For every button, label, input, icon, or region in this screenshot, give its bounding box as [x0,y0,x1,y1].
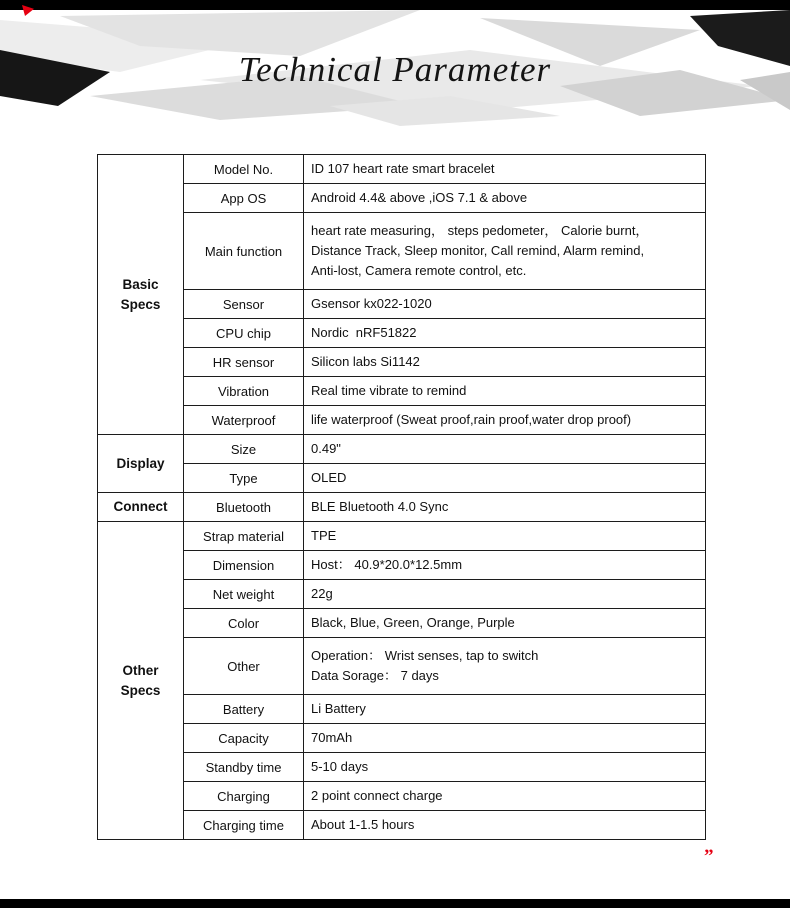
top-bar [0,0,790,10]
spec-label: Type [184,464,304,493]
spec-value: Android 4.4& above ,iOS 7.1 & above [304,184,706,213]
spec-label: Net weight [184,580,304,609]
spec-label: Standby time [184,753,304,782]
table-row [98,638,706,695]
spec-value: BLE Bluetooth 4.0 Sync [304,493,706,522]
red-quote-mark: ” [704,846,714,867]
table-row [98,811,706,840]
spec-table-body [98,155,706,840]
table-row [98,464,706,493]
table-row [98,435,706,464]
spec-value: Gsensor kx022-1020 [304,290,706,319]
table-row [98,580,706,609]
spec-value: Operation： Wrist senses, tap to switch Data Sorage： 7 days [304,638,706,695]
table-row [98,522,706,551]
spec-value: Black, Blue, Green, Orange, Purple [304,609,706,638]
table-row [98,782,706,811]
table-row [98,184,706,213]
spec-label: HR sensor [184,348,304,377]
spec-label: Size [184,435,304,464]
spec-value: 2 point connect charge [304,782,706,811]
table-row [98,609,706,638]
spec-value: 22g [304,580,706,609]
table-row [98,377,706,406]
spec-label: Sensor [184,290,304,319]
spec-label: Dimension [184,551,304,580]
spec-value: 5-10 days [304,753,706,782]
spec-label: Charging time [184,811,304,840]
spec-label: Vibration [184,377,304,406]
table-row [98,695,706,724]
spec-label: Waterproof [184,406,304,435]
spec-table [97,154,706,840]
section-name: Other Specs [98,522,184,840]
page-title: Technical Parameter [238,50,552,89]
spec-value: Real time vibrate to remind [304,377,706,406]
spec-label: CPU chip [184,319,304,348]
spec-value: Nordic nRF51822 [304,319,706,348]
spec-label: Other [184,638,304,695]
spec-label: App OS [184,184,304,213]
spec-label: Color [184,609,304,638]
spec-value: life waterproof (Sweat proof,rain proof,water drop proof) [304,406,706,435]
spec-label: Charging [184,782,304,811]
section-name: Connect [98,493,184,522]
table-row [98,290,706,319]
section-name: Basic Specs [98,155,184,435]
spec-value: TPE [304,522,706,551]
table-row [98,406,706,435]
table-row [98,493,706,522]
spec-label: Model No. [184,155,304,184]
table-row [98,319,706,348]
section-name: Display [98,435,184,493]
spec-value: Silicon labs Si1142 [304,348,706,377]
spec-value: ID 107 heart rate smart bracelet [304,155,706,184]
bottom-bar [0,899,790,908]
spec-label: Strap material [184,522,304,551]
spec-label: Battery [184,695,304,724]
spec-value: 0.49" [304,435,706,464]
table-row [98,551,706,580]
table-row [98,753,706,782]
spec-value: Li Battery [304,695,706,724]
banner [0,10,790,130]
table-row [98,348,706,377]
spec-label: Bluetooth [184,493,304,522]
table-row [98,155,706,184]
table-row [98,213,706,290]
spec-value: 70mAh [304,724,706,753]
spec-label: Main function [184,213,304,290]
spec-value: About 1-1.5 hours [304,811,706,840]
spec-value: heart rate measuring， steps pedometer， Calorie burnt， Distance Track, Sleep monitor, Call remind, Alarm remind, Anti-lost, Camera remote control, etc. [304,213,706,290]
table-row [98,724,706,753]
spec-value: OLED [304,464,706,493]
spec-value: Host： 40.9*20.0*12.5mm [304,551,706,580]
spec-label: Capacity [184,724,304,753]
